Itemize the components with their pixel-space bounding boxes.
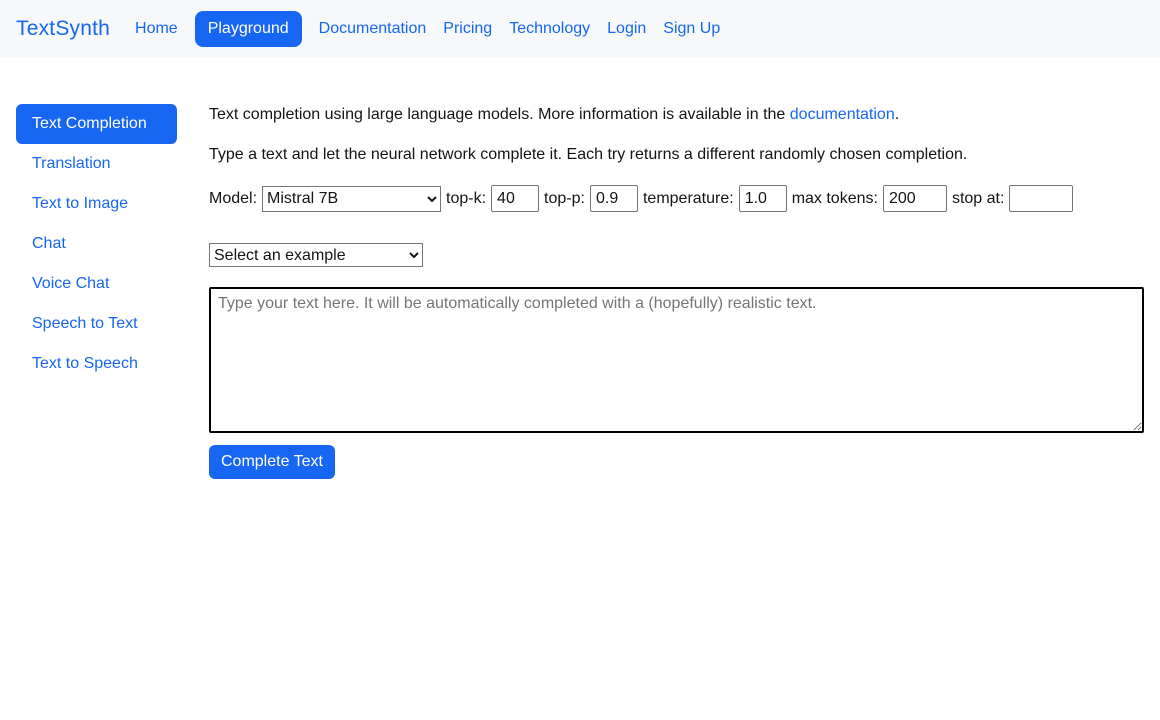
sidebar bbox=[16, 104, 177, 384]
brand-logo[interactable]: TextSynth bbox=[16, 16, 111, 40]
stop-at-label: stop at: bbox=[951, 189, 1005, 207]
nav-item-home[interactable]: Home bbox=[135, 19, 178, 37]
complete-text-button[interactable]: Complete Text bbox=[209, 445, 335, 479]
top-p-input[interactable] bbox=[590, 185, 638, 212]
nav-item-signup[interactable]: Sign Up bbox=[663, 19, 721, 37]
top-k-input[interactable] bbox=[491, 185, 539, 212]
sidebar-item-text-to-speech[interactable]: Text to Speech bbox=[32, 355, 138, 372]
sidebar-item-text-to-image[interactable]: Text to Image bbox=[32, 195, 129, 212]
text-input-area[interactable] bbox=[209, 287, 1144, 433]
intro-period: . bbox=[894, 106, 900, 123]
nav-item-playground[interactable]: Playground bbox=[195, 11, 302, 47]
nav-menu bbox=[135, 11, 720, 47]
page-layout bbox=[0, 57, 1160, 479]
example-select[interactable] bbox=[209, 243, 423, 267]
sidebar-item-speech-to-text[interactable]: Speech to Text bbox=[32, 315, 138, 332]
model-label: Model: bbox=[209, 189, 258, 207]
documentation-link[interactable]: documentation bbox=[789, 106, 895, 123]
navbar bbox=[0, 0, 1160, 57]
nav-item-login[interactable]: Login bbox=[607, 19, 647, 37]
sidebar-item-chat[interactable]: Chat bbox=[32, 235, 66, 252]
temperature-input[interactable] bbox=[739, 185, 787, 212]
sidebar-item-text-completion[interactable]: Text Completion bbox=[16, 104, 177, 144]
nav-item-technology[interactable]: Technology bbox=[509, 19, 591, 37]
sidebar-item-translation[interactable]: Translation bbox=[32, 155, 111, 172]
main-content bbox=[209, 104, 1144, 479]
example-row bbox=[209, 243, 1144, 267]
model-select[interactable] bbox=[262, 186, 441, 212]
intro-paragraph bbox=[209, 104, 1144, 125]
parameters-row bbox=[209, 185, 1144, 212]
intro-text: Text completion using large language models. More information is available in the bbox=[209, 106, 790, 123]
temperature-label: temperature: bbox=[642, 189, 734, 207]
max-tokens-input[interactable] bbox=[883, 185, 947, 212]
sidebar-item-voice-chat[interactable]: Voice Chat bbox=[32, 275, 110, 292]
stop-at-input[interactable] bbox=[1009, 185, 1073, 212]
instructions-paragraph: Type a text and let the neural network complete it. Each try returns a different randomly chosen completion. bbox=[209, 146, 968, 163]
top-k-label: top-k: bbox=[446, 189, 487, 207]
top-p-label: top-p: bbox=[544, 189, 585, 207]
nav-item-documentation[interactable]: Documentation bbox=[318, 19, 427, 37]
nav-item-pricing[interactable]: Pricing bbox=[443, 19, 493, 37]
max-tokens-label: max tokens: bbox=[791, 189, 878, 207]
